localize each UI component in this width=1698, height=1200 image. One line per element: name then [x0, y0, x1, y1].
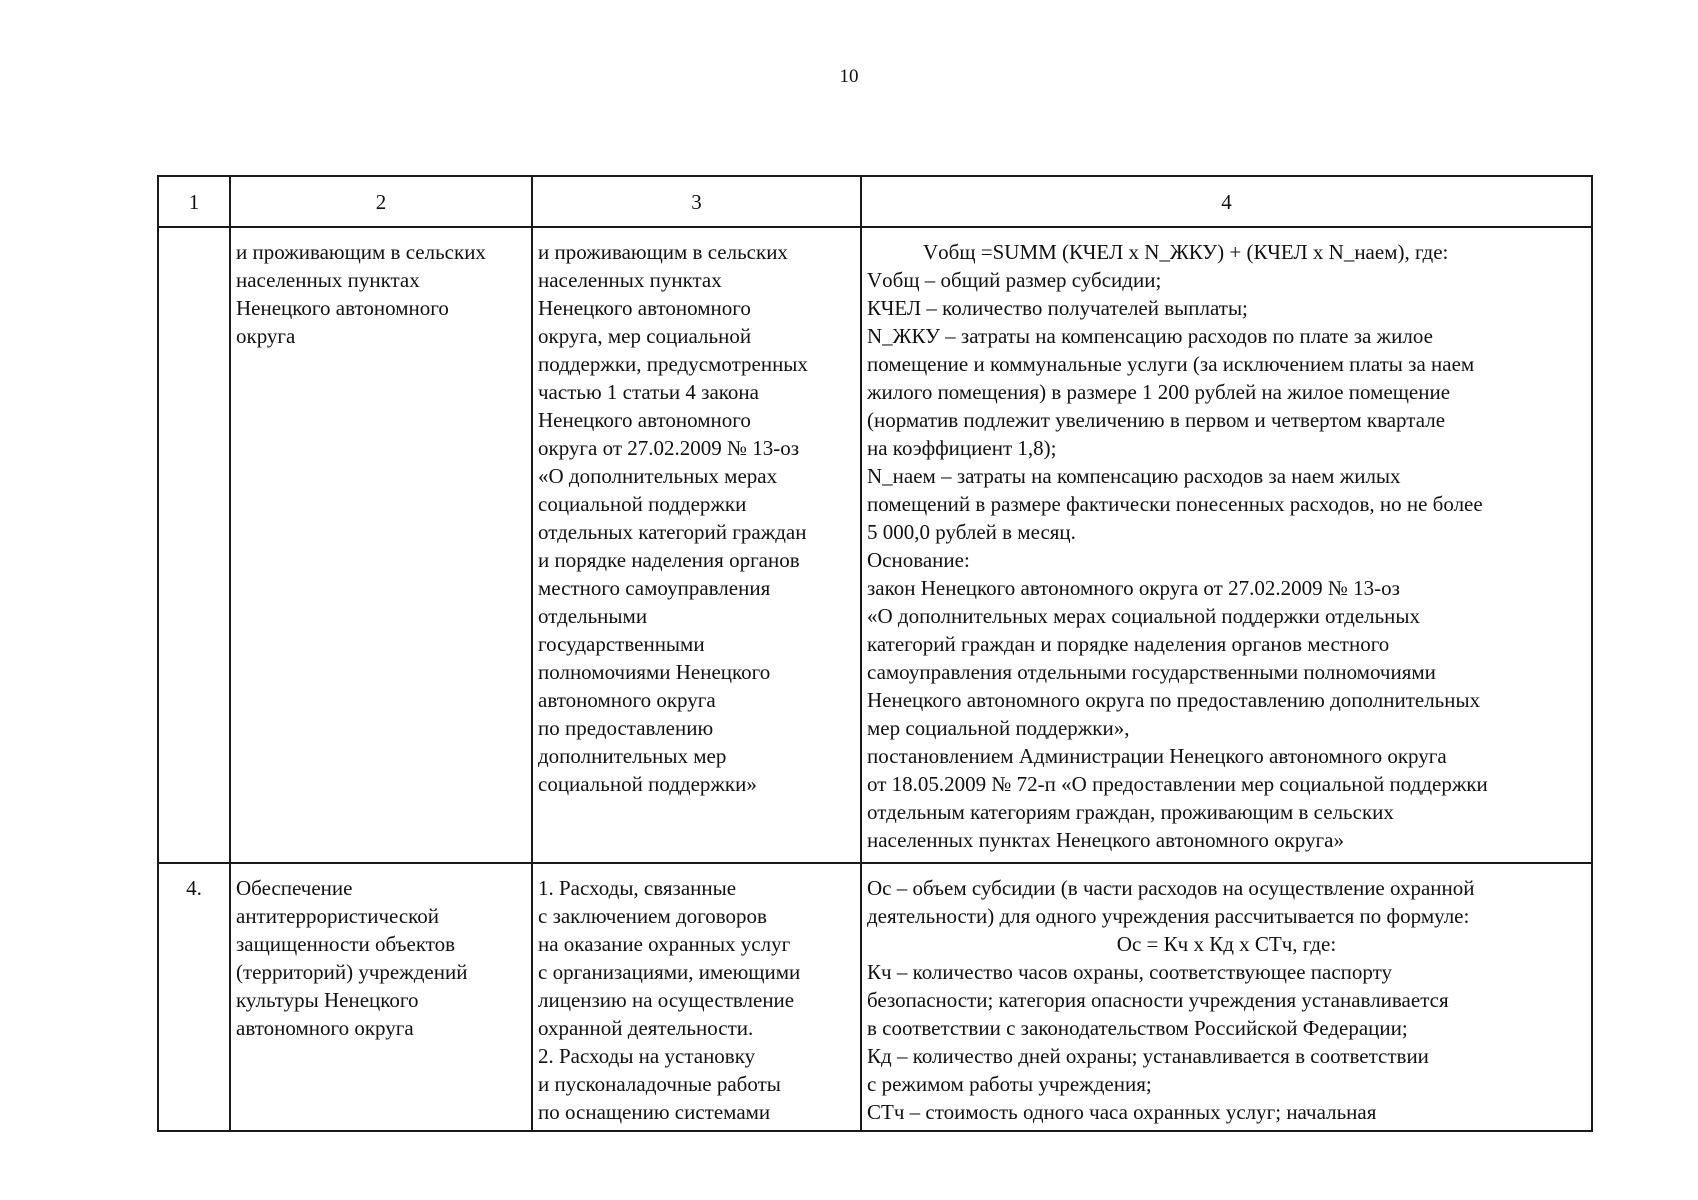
cell-text-line: с заключением договоров: [538, 904, 767, 928]
cell-text-line: антитеррористической: [236, 904, 440, 928]
cell-text-line: постановлением Администрации Ненецкого автономного округа: [867, 744, 1447, 768]
cell-text-line: и порядке наделения органов: [538, 548, 800, 572]
cell-text-line: на коэффициент 1,8);: [867, 436, 1057, 460]
cell-text-line: лицензию на осуществление: [538, 988, 795, 1012]
cell-text-line: округа, мер социальной: [538, 324, 752, 348]
cell-text-line: охранной деятельности.: [538, 1016, 754, 1040]
cell-text-line: отдельным категориям граждан, проживающим в сельских: [867, 800, 1394, 824]
cell-text-line: Ненецкого автономного округа по предоставлению дополнительных: [867, 688, 1481, 712]
row-expenses-cell: [532, 227, 861, 863]
row-title-cell: [230, 227, 532, 863]
cell-text-line: Кд – количество дней охраны; устанавливается в соответствии: [867, 1044, 1429, 1068]
row-title-cell: [230, 863, 532, 1131]
cell-text-line: округа: [236, 324, 296, 348]
cell-text-line: социальной поддержки: [538, 492, 747, 516]
header-col-4: 4: [861, 176, 1592, 227]
cell-text-line: категорий граждан и порядке наделения органов местного: [867, 632, 1390, 656]
row-number: 4.: [158, 863, 230, 1131]
cell-text-line: Кч – количество часов охраны, соответствующее паспорту: [867, 960, 1393, 984]
header-col-3: 3: [532, 176, 861, 227]
cell-text-line: Ос – объем субсидии (в части расходов на осуществление охранной: [867, 876, 1475, 900]
cell-text-line: частью 1 статьи 4 закона: [538, 380, 759, 404]
cell-text-line: социальной поддержки»: [538, 772, 757, 796]
cell-text-line: «О дополнительных мерах: [538, 464, 778, 488]
cell-text-line: КЧЕЛ – количество получателей выплаты;: [867, 296, 1248, 320]
cell-text-line: мер социальной поддержки»,: [867, 716, 1130, 740]
cell-text-line: округа от 27.02.2009 № 13-оз: [538, 436, 800, 460]
cell-text-line: закон Ненецкого автономного округа от 27.02.2009 № 13-оз: [867, 576, 1400, 600]
cell-text-line: Vобщ =SUMM (КЧЕЛ x N_ЖКУ) + (КЧЕЛ x N_наем), где:: [923, 240, 1449, 264]
cell-text-line: Ненецкого автономного: [538, 408, 751, 432]
cell-text-line: 2. Расходы на установку: [538, 1044, 756, 1068]
row-formula-cell: [861, 227, 1592, 863]
cell-text-line: отдельных категорий граждан: [538, 520, 807, 544]
cell-text-line: культуры Ненецкого: [236, 988, 419, 1012]
cell-text-line: помещение и коммунальные услуги (за исключением платы за наем: [867, 352, 1475, 376]
page-number: 10: [839, 66, 859, 87]
cell-text-line: Ос = Кч x Кд x СТч, где:: [1116, 932, 1337, 956]
cell-text-line: на оказание охранных услуг: [538, 932, 791, 956]
cell-text-line: и проживающим в сельских: [236, 240, 486, 264]
row-expenses-cell: [532, 863, 861, 1131]
cell-text-line: отдельными: [538, 604, 648, 628]
cell-text-line: с режимом работы учреждения;: [867, 1072, 1152, 1096]
cell-text-line: 5 000,0 рублей в месяц.: [867, 520, 1076, 544]
cell-text-line: Обеспечение: [236, 876, 353, 900]
cell-text-line: жилого помещения) в размере 1 200 рублей на жилое помещение: [867, 380, 1451, 404]
cell-text-line: автономного округа: [538, 688, 716, 712]
cell-text-line: Vобщ – общий размер субсидии;: [867, 268, 1162, 292]
cell-text-line: и проживающим в сельских: [538, 240, 788, 264]
cell-text-line: Ненецкого автономного: [236, 296, 449, 320]
cell-text-line: автономного округа: [236, 1016, 414, 1040]
cell-text-line: местного самоуправления: [538, 576, 771, 600]
cell-text-line: населенных пунктах Ненецкого автономного округа»: [867, 828, 1344, 852]
table-row: [158, 227, 1592, 863]
header-col-2: 2: [230, 176, 532, 227]
cell-text-line: полномочиями Ненецкого: [538, 660, 771, 684]
document-table: [157, 175, 1593, 1132]
cell-text-line: в соответствии с законодательством Российской Федерации;: [867, 1016, 1408, 1040]
cell-text-line: помещений в размере фактически понесенных расходов, но не более: [867, 492, 1483, 516]
cell-text-line: по предоставлению: [538, 716, 714, 740]
cell-text-line: населенных пунктах: [236, 268, 420, 292]
row-formula-cell: [861, 863, 1592, 1131]
cell-text-line: защищенности объектов: [236, 932, 456, 956]
cell-text-line: населенных пунктах: [538, 268, 722, 292]
header-col-1: 1: [158, 176, 230, 227]
header-row: [158, 176, 1592, 227]
cell-text-line: государственными: [538, 632, 705, 656]
cell-text-line: «О дополнительных мерах социальной поддержки отдельных: [867, 604, 1420, 628]
cell-text-line: и пусконаладочные работы: [538, 1072, 781, 1096]
cell-text-line: с организациями, имеющими: [538, 960, 801, 984]
cell-text-line: по оснащению системами: [538, 1100, 771, 1124]
cell-text-line: дополнительных мер: [538, 744, 727, 768]
cell-text-line: (норматив подлежит увеличению в первом и четвертом квартале: [867, 408, 1446, 432]
cell-text-line: (территорий) учреждений: [236, 960, 468, 984]
row-number: [158, 227, 230, 863]
cell-text-line: от 18.05.2009 № 72-п «О предоставлении мер социальной поддержки: [867, 772, 1488, 796]
cell-text-line: 1. Расходы, связанные: [538, 876, 737, 900]
cell-text-line: N_ЖКУ – затраты на компенсацию расходов по плате за жилое: [867, 324, 1433, 348]
cell-text-line: поддержки, предусмотренных: [538, 352, 808, 376]
table-row: [158, 863, 1592, 1131]
cell-text-line: деятельности) для одного учреждения рассчитывается по формуле:: [867, 904, 1470, 928]
cell-text-line: Ненецкого автономного: [538, 296, 751, 320]
cell-text-line: Основание:: [867, 548, 970, 572]
table-header: [158, 176, 1592, 227]
cell-text-line: N_наем – затраты на компенсацию расходов за наем жилых: [867, 464, 1401, 488]
cell-text-line: СТч – стоимость одного часа охранных услуг; начальная: [867, 1100, 1377, 1124]
cell-text-line: самоуправления отдельными государственными полномочиями: [867, 660, 1436, 684]
cell-text-line: безопасности; категория опасности учреждения устанавливается: [867, 988, 1449, 1012]
